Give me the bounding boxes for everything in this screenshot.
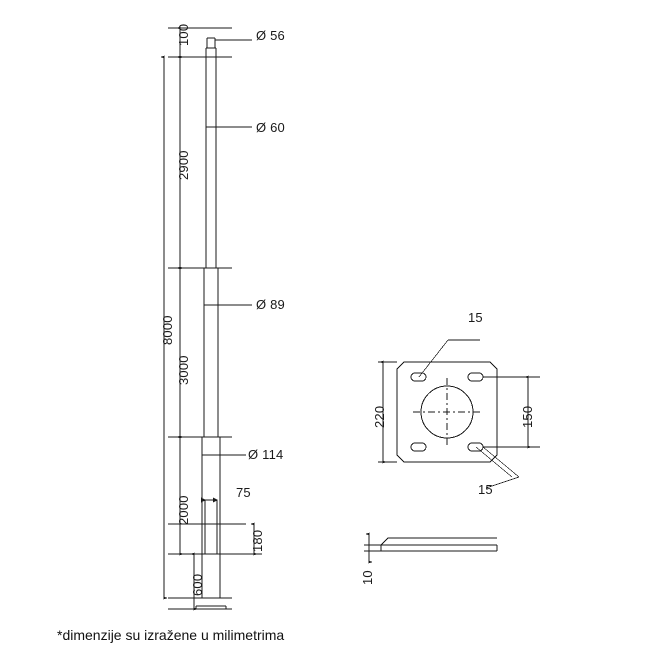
diameter-label-60: Ø 60	[256, 120, 285, 135]
dim-label-15-bottom: 15	[478, 482, 493, 497]
base-plate-centerlines	[413, 378, 481, 446]
dim-label-2000: 2000	[176, 495, 191, 525]
units-note: *dimenzije su izražene u milimetrima	[57, 627, 285, 643]
dim-label-220: 220	[372, 405, 387, 428]
slot-leader-top	[419, 340, 480, 377]
pole-middle-segment	[204, 268, 218, 437]
diameter-label-56: Ø 56	[256, 28, 285, 43]
dim-label-150: 150	[520, 405, 535, 428]
pole-access-door	[205, 524, 217, 554]
dim-label-180: 180	[250, 529, 265, 552]
dim-label-100: 100	[176, 23, 191, 46]
dim-label-15-top: 15	[468, 310, 483, 325]
dim-label-2900: 2900	[176, 150, 191, 180]
diameter-label-89: Ø 89	[256, 297, 285, 312]
diameter-label-114: Ø 114	[248, 447, 284, 462]
side-view-extension-lines	[364, 545, 381, 551]
dim-label-10: 10	[360, 570, 375, 585]
pole-upper-segment	[206, 48, 216, 268]
base-plate-side-outline	[381, 538, 497, 551]
dim-label-75: 75	[236, 485, 251, 500]
dim-label-8000: 8000	[160, 315, 175, 345]
pole-base-plate	[196, 606, 226, 609]
dim-label-3000: 3000	[176, 355, 191, 385]
dim-75	[205, 500, 217, 524]
diameter-leaders	[202, 40, 252, 455]
dim-label-600: 600	[190, 573, 205, 596]
pole-top-cap	[207, 38, 215, 48]
